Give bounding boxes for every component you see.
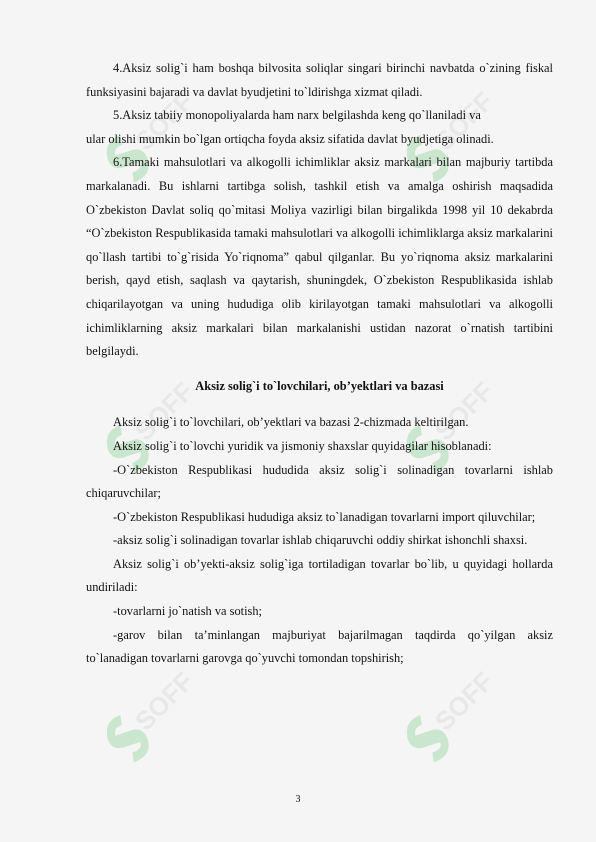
svg-text:SOFF: SOFF [428,86,500,157]
list-item: -O`zbekiston Respublikasi hududiga aksiz to`lanadigan tovarlarni import qiluvchilar; [113,509,536,524]
paragraph: Aksiz solig`i to`lovchilari, ob’yektlari va bazasi 2-chizmada keltirilgan. [113,415,469,430]
paragraph: 5.Aksiz tabiiy monopoliyalarda ham narx belgilashda keng qo`llaniladi va [113,108,481,123]
watermark-logo [78,660,208,790]
paragraph: 6.Tamaki mahsulotlari va alkogolli ichimliklar aksiz markalari bilan majburiy tartibda markalanadi. Bu ishlarni tartibga solish, tashkil etish va amalga oshirish maqsadida O`zbekiston Davlat soliq qo`mitasi Moliya vazirligi bilan birgalikda 1998 yil 10 dekabrda “O`zbekiston Respublikasida tamaki mahsulotlari va alkogolli ichimliklarga aksiz markalarini qo`llash tartibi to`g`risida Yo`riqnoma” qabul qilganlar. Bu yo`riqnoma aksiz markalarini berish, qayd etish, saqlash va qaytarish, shuningdek, O`zbekiston Respublikasida ishlab chiqarilayotgan va uning hududiga olib kirilayotgan tamaki mahsulotlari va alkogolli ichimliklarning aksiz markalari bilan markalanishi ustidan nazorat o`rnatish tartibini belgilaydi. [86,155,553,359]
document-body [86,57,553,671]
svg-text:SOFF: SOFF [428,376,500,447]
paragraph: Aksiz solig`i to`lovchi yuridik va jismoniy shaxslar quyidagilar hisoblanadi: [113,438,492,453]
page-number: 3 [295,794,301,805]
list-item: -garov bilan ta’minlangan majburiyat bajarilmagan taqdirda qo`yilgan aksiz to`lanadigan tovarlarni garovga qo`yuvchi tomondan topshirish; [86,627,553,666]
list-item: -tovarlarni jo`natish va sotish; [113,604,263,619]
watermark-logo [378,660,508,790]
paragraph: 4.Aksiz solig`i ham boshqa bilvosita soliqlar singari birinchi navbatda o`zining fiskal funksiyasini bajaradi va davlat byudjetini to`ldirishga xizmat qiladi. [86,61,553,99]
paragraph: ular olishi mumkin bo`lgan ortiqcha foyda aksiz sifatida davlat byudjetiga olinadi. [86,131,494,146]
svg-text:SOFF: SOFF [128,666,200,737]
svg-text:SOFF: SOFF [128,376,200,447]
paragraph: Aksiz solig`i ob’yekti-aksiz solig`iga tortiladigan tovarlar bo`lib, u quyidagi hollarda undiriladi: [86,556,553,595]
svg-text:SOFF: SOFF [428,666,500,737]
list-item: -aksiz solig`i solinadigan tovarlar ishlab chiqaruvchi oddiy shirkat ishonchli shaxsi. [113,533,528,548]
section-heading: Aksiz solig`i to`lovchilari, ob’yektlari va bazasi [195,378,444,393]
list-item: -O`zbekiston Respublikasi hududida aksiz solig`i solinadigan tovarlarni ishlab chiqaruvchilar; [86,462,553,501]
svg-text:SOFF: SOFF [128,86,200,157]
